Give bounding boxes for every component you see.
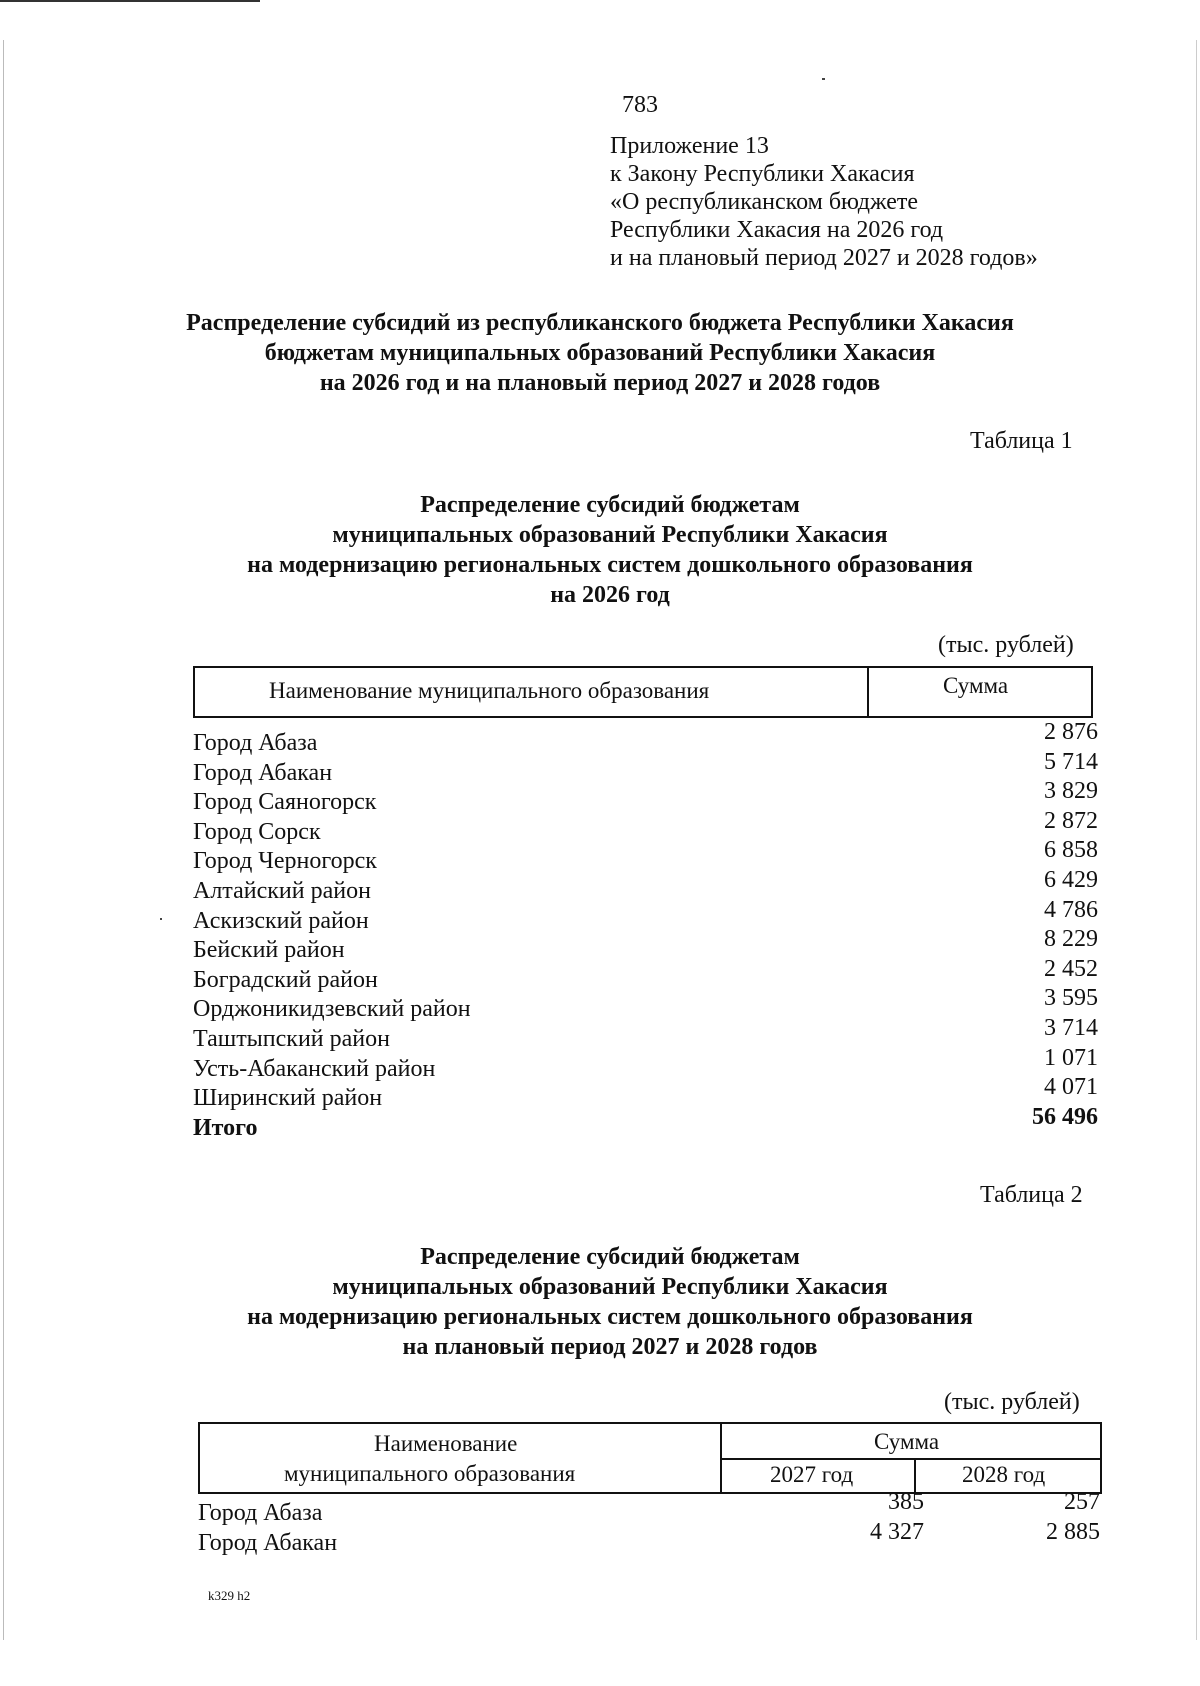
row-value: 8 229 bbox=[1044, 926, 1098, 953]
row-value: 2 872 bbox=[1044, 807, 1098, 834]
table2-title-line: муниципальных образований Республики Хакасия bbox=[332, 1274, 888, 1300]
row-value-2028: 257 bbox=[1064, 1489, 1100, 1515]
appendix-line: Республики Хакасия на 2026 год bbox=[610, 217, 944, 243]
table-row bbox=[193, 807, 1098, 847]
scan-speck bbox=[160, 918, 162, 920]
row-name: Орджоникидзевский район bbox=[193, 996, 471, 1023]
appendix-line: «О республиканском бюджете bbox=[610, 189, 919, 215]
row-name: Усть-Абаканский район bbox=[193, 1055, 436, 1082]
table1-label: Таблица 1 bbox=[970, 428, 1073, 454]
table-row bbox=[198, 1489, 1102, 1528]
table-row bbox=[193, 1074, 1098, 1113]
table2-title-line: Распределение субсидий бюджетам bbox=[420, 1244, 800, 1270]
table1-header-name: Наименование муниципального образования bbox=[269, 678, 710, 703]
table2-header-year1: 2027 год bbox=[770, 1462, 854, 1487]
row-name: Город Абаза bbox=[193, 730, 318, 756]
scan-speck bbox=[822, 78, 825, 80]
footer-code: k329 h2 bbox=[208, 1588, 251, 1603]
row-value: 4 071 bbox=[1044, 1074, 1098, 1101]
table2-title bbox=[180, 1242, 1040, 1362]
scan-edge-right bbox=[1196, 40, 1197, 1640]
row-name: Ширинский район bbox=[193, 1085, 383, 1112]
table1-units: (тыс. рублей) bbox=[938, 632, 1074, 658]
table2-header-year1-cell bbox=[722, 1460, 916, 1492]
row-name: Город Саяногорск bbox=[193, 789, 377, 816]
table2-header bbox=[198, 1422, 1102, 1494]
table1-title-line: муниципальных образований Республики Хакасия bbox=[332, 522, 888, 548]
table-row bbox=[193, 1014, 1098, 1054]
row-name: Боградский район bbox=[193, 966, 378, 993]
table1-header-name-cell bbox=[195, 668, 869, 716]
table1-body bbox=[193, 719, 1098, 1142]
appendix-line: к Закону Республики Хакасия bbox=[610, 161, 915, 187]
table2-header-name-cell bbox=[200, 1424, 722, 1492]
row-value: 5 714 bbox=[1044, 748, 1098, 775]
main-title bbox=[150, 308, 1050, 398]
main-title-line: на 2026 год и на плановый период 2027 и 2028 годов bbox=[319, 370, 881, 396]
table2-units: (тыс. рублей) bbox=[944, 1389, 1080, 1415]
total-label: Итого bbox=[193, 1114, 258, 1141]
row-value-2027: 4 327 bbox=[870, 1518, 924, 1545]
table2-header-name-line2: муниципального образования bbox=[284, 1461, 576, 1486]
table1-header-sum: Сумма bbox=[943, 673, 1009, 698]
table-row bbox=[193, 896, 1098, 936]
row-value: 3 714 bbox=[1044, 1014, 1098, 1041]
row-name: Город Сорск bbox=[193, 818, 321, 845]
row-value: 3 829 bbox=[1044, 778, 1098, 805]
table1-title bbox=[180, 490, 1040, 610]
appendix-line: Приложение 13 bbox=[610, 133, 769, 159]
row-name: Город Абакан bbox=[193, 759, 333, 786]
table2-header-sum-cell bbox=[720, 1424, 1100, 1460]
row-name: Город Абаза bbox=[198, 1500, 323, 1526]
row-name: Город Черногорск bbox=[193, 848, 377, 875]
table2-title-line: на плановый период 2027 и 2028 годов bbox=[402, 1334, 818, 1360]
row-value: 4 786 bbox=[1044, 896, 1098, 923]
table-row bbox=[193, 955, 1098, 995]
row-name: Бейский район bbox=[193, 937, 345, 964]
table1-title-line: Распределение субсидий бюджетам bbox=[420, 492, 800, 518]
page-number: 783 bbox=[622, 92, 658, 118]
main-title-line: Распределение субсидий из республиканского бюджета Республики Хакасия bbox=[186, 310, 1014, 336]
table-total-row bbox=[193, 1103, 1098, 1143]
table1-header bbox=[193, 666, 1093, 718]
table2-title-line: на модернизацию региональных систем дошкольного образования bbox=[247, 1304, 973, 1330]
row-value-2028: 2 885 bbox=[1046, 1518, 1100, 1545]
row-value: 2 452 bbox=[1044, 955, 1098, 982]
table1-title-line: на модернизацию региональных систем дошкольного образования bbox=[247, 552, 973, 578]
row-name: Таштыпский район bbox=[193, 1025, 390, 1052]
table-row bbox=[193, 866, 1098, 906]
table-row bbox=[193, 748, 1098, 788]
row-value: 1 071 bbox=[1044, 1044, 1098, 1071]
appendix-line: и на плановый период 2027 и 2028 годов» bbox=[610, 245, 1038, 271]
row-name: Аскизский район bbox=[193, 907, 369, 934]
scan-edge-top bbox=[0, 0, 260, 2]
table-row bbox=[193, 1044, 1098, 1084]
row-name: Алтайский район bbox=[193, 877, 371, 904]
table-row bbox=[193, 926, 1098, 965]
table-row bbox=[193, 778, 1098, 817]
table-row bbox=[193, 837, 1098, 876]
main-title-line: бюджетам муниципальных образований Республики Хакасия bbox=[264, 340, 936, 366]
row-value: 3 595 bbox=[1044, 985, 1098, 1012]
row-value: 6 858 bbox=[1044, 837, 1098, 864]
table2-body bbox=[198, 1489, 1102, 1557]
scan-edge-left bbox=[3, 40, 4, 1640]
table2-header-name-line1: Наименование bbox=[374, 1431, 518, 1456]
table1-title-line: на 2026 год bbox=[550, 582, 670, 608]
row-value: 6 429 bbox=[1044, 866, 1098, 893]
total-value: 56 496 bbox=[1032, 1103, 1098, 1130]
table-row bbox=[198, 1518, 1102, 1558]
table2-label: Таблица 2 bbox=[980, 1182, 1083, 1208]
table2-header-year2: 2028 год bbox=[962, 1462, 1046, 1487]
appendix-header bbox=[610, 132, 1038, 272]
row-name: Город Абакан bbox=[198, 1529, 338, 1556]
row-value: 2 876 bbox=[1044, 719, 1098, 745]
table-row bbox=[193, 719, 1098, 758]
row-value-2027: 385 bbox=[888, 1489, 924, 1515]
table-row bbox=[193, 985, 1098, 1024]
table2-header-sum: Сумма bbox=[874, 1429, 940, 1454]
